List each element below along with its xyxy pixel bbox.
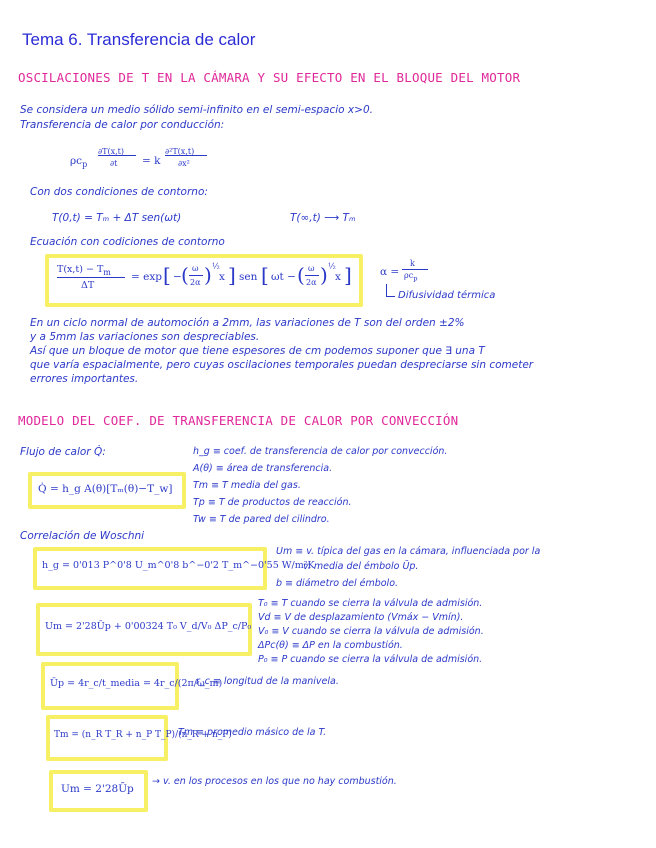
para-line-3: Así que un bloque de motor que tiene espesores de cm podemos suponer que ∃ una T <box>30 345 485 357</box>
def-t0: T₀ ≡ T cuando se cierra la válvula de admisión. <box>258 598 483 609</box>
para-line-2: y a 5mm las variaciones son despreciables. <box>30 331 260 343</box>
alpha-definition: α = k $\rho c_p$ <box>380 258 450 286</box>
def-vd: Vd ≡ V de desplazamiento (Vmáx − Vmín). <box>258 612 464 623</box>
tm-equation-highlight <box>46 715 232 761</box>
def-um3: → v. en los procesos en los que no hay combustión. <box>152 776 397 787</box>
page-title: Tema 6. Transferencia de calor <box>22 30 256 49</box>
heat-flux-equation-highlight <box>28 472 186 509</box>
tm-equation: Tm = (n_R T_R + n_P T_P)/(n_R + n_P) <box>54 730 232 740</box>
um3-equation-highlight <box>49 770 148 812</box>
intro-line-1: Se considera un medio sólido semi-infinito en el semi-espacio x>0. <box>20 104 373 116</box>
para-line-1: En un ciclo normal de automoción a 2mm, las variaciones de T son del orden ±2% <box>30 317 465 329</box>
intro-line-2: Transferencia de calor por conducción: <box>20 119 225 131</box>
heat-flux-equation: Q̇ = h_g A(θ)[Tₘ(θ)−T_w] <box>38 483 173 495</box>
section-heading-oscilaciones: OSCILACIONES DE T EN LA CÁMARA Y SU EFECTO EN EL BLOQUE DEL MOTOR <box>18 70 521 85</box>
woschni-label: Correlación de Woschni <box>20 530 145 542</box>
solution-equation-highlight: $T(x,t) - T_m$ ΔT = exp [ − ( ω 2α ) ½ x ] sen [ ωt − ( ω 2α ) ½ x ] <box>45 254 363 307</box>
para-line-4: que varía espacialmente, pero cuyas oscilaciones temporales puedan despreciarse sin cometer <box>30 359 534 371</box>
def-tp: Tp ≡ T de productos de reacción. <box>193 497 352 508</box>
def-um-1: Um ≡ v. típica del gas en la cámara, influenciada por la <box>276 546 541 557</box>
um-equation-highlight <box>36 603 252 656</box>
def-b: b ≡ diámetro del émbolo. <box>276 578 399 589</box>
um3-equation: Um = 2'28Ūp <box>61 783 134 795</box>
def-um-2: v. media del émbolo Ūp. <box>303 561 419 572</box>
boundary-label: Con dos condiciones de contorno: <box>30 186 208 198</box>
up-equation-highlight <box>41 662 223 710</box>
boundary-condition-2: T(∞,t) ⟶ Tₘ <box>290 212 356 224</box>
def-hg: h_g ≡ coef. de transferencia de calor por convección. <box>193 446 448 457</box>
para-line-5: errores importantes. <box>30 373 139 385</box>
ecuacion-label: Ecuación con codiciones de contorno <box>30 236 225 248</box>
def-p0: P₀ ≡ P cuando se cierra la válvula de admisión. <box>258 654 483 665</box>
up-equation: Ūp = 4r_c/t_media = 4r_c/(2π/ω_m) <box>50 678 223 689</box>
heat-equation: $\rho c_p$ ∂T(x,t) ∂t = k ∂²T(x,t) ∂x² <box>70 147 270 177</box>
def-tm-promedio: Tm ≡ promedio másico de la T. <box>178 727 327 738</box>
def-rc: r_c ≡ longitud de la manivela. <box>196 676 339 687</box>
alpha-name: Difusividad térmica <box>398 290 496 301</box>
def-tm: Tm ≡ T media del gas. <box>193 480 301 491</box>
um-equation: Um = 2'28Ūp + 0'00324 T₀ V_d/V₀ ΔP_c/P₀ <box>45 621 252 632</box>
def-tw: Tw ≡ T de pared del cilindro. <box>193 514 330 525</box>
def-v0: V₀ ≡ V cuando se cierra la válvula de admisión. <box>258 626 484 637</box>
alpha-arrow <box>386 284 395 297</box>
boundary-condition-1: T(0,t) = Tₘ + ΔT sen(ωt) <box>52 212 182 224</box>
woschni-equation: h_g = 0'013 P^0'8 U_m^0'8 b^−0'2 T_m^−0'55 W/m²K <box>42 560 315 571</box>
flujo-label: Flujo de calor Q̇: <box>20 446 106 458</box>
section-heading-modelo: MODELO DEL COEF. DE TRANSFERENCIA DE CALOR POR CONVECCIÓN <box>18 413 459 428</box>
woschni-equation-highlight <box>33 547 315 590</box>
def-area: A(θ) ≡ área de transferencia. <box>193 463 333 474</box>
def-dpc: ΔPc(θ) ≡ ΔP en la combustión. <box>258 640 403 651</box>
